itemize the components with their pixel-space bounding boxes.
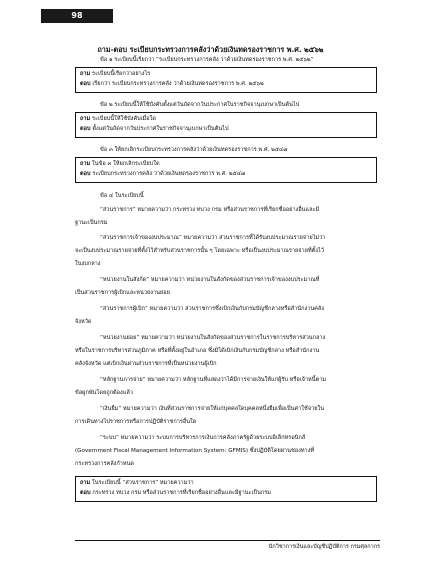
definition-4-line-1: “ส่วนราชการผู้เบิก” หมายความว่า ส่วนราชการซึ่งเบิกเงินกับกรมบัญชีกลางหรือสำนักงานคลัง <box>100 306 325 312</box>
clause-4: ข้อ ๔ ในระเบียบนี้ <box>100 193 144 199</box>
definition-2-line-2: จะเป็นงบประมาณรายจ่ายที่ตั้งไว้สำหรับส่วนราชการนั้น ๆ โดยเฉพาะ หรือเป็นงบประมาณรายจ่ายที่ตั้งไว้ <box>75 248 324 254</box>
definition-5-line-1: “หน่วยงานย่อย” หมายความว่า หน่วยงานในสังกัดของส่วนราชการในราชการบริหารส่วนกลาง <box>100 335 326 341</box>
definition-2-line-3: ในงบกลาง <box>75 261 101 267</box>
clause-1: ข้อ ๑ ระเบียบนี้เรียกว่า “ระเบียบกระทรวงการคลัง ว่าด้วยเงินทดรองราชการ พ.ศ. ๒๕๖๒” <box>100 57 314 63</box>
answer-label: ตอบ <box>80 81 91 87</box>
footer-text: นักวิชาการเงินและบัญชีปฏิบัติการ กรมศุลกากร <box>268 544 380 550</box>
answer-label: ตอบ <box>80 126 91 132</box>
definition-2-line-1: “ส่วนราชการเจ้าของงบประมาณ” หมายความว่า ส่วนราชการที่ได้รับงบประมาณรายจ่ายไม่ว่า <box>100 235 326 241</box>
definition-6-line-1: “หลักฐานการจ่าย” หมายความว่า หลักฐานที่แสดงว่าได้มีการจ่ายเงินให้แก่ผู้รับ หรือเจ้าหนี้ตาม <box>100 377 327 383</box>
qa-box-2 <box>75 112 377 138</box>
question-label: ถาม <box>80 161 91 167</box>
definition-8-line-3: กระทรวงการคลังกำหนด <box>75 461 135 467</box>
definition-5-line-2: หรือในราชการบริหารส่วนภูมิภาค หรือที่ตั้งอยู่ในอำเภอ ซึ่งมิได้เบิกเงินกับกรมบัญชีกลาง หรือสำนักงาน <box>75 348 320 354</box>
definition-8-line-1: “ระบบ” หมายความว่า ระบบการบริหารการเงินการคลังภาครัฐด้วยระบบอิเล็กทรอนิกส์ <box>100 435 306 441</box>
question-text: ระเบียบนี้เรียกว่าอย่างไร <box>92 71 151 77</box>
answer-text: ตั้งแต่วันถัดจากวันประกาศในราชกิจจานุเบกษาเป็นต้นไป <box>92 126 229 132</box>
definition-7-line-1: “เงินยืม” หมายความว่า เงินที่ส่วนราชการจ่ายให้แก่บุคคลใดบุคคลหนึ่งยืมเพื่อเป็นค่าใช้จ่ายใน <box>100 406 325 412</box>
question-text: ระเบียบนี้ให้ใช้บังคับเมื่อใด <box>92 116 156 122</box>
answer-text: เรียกว่า ระเบียบกระทรวงการคลัง ว่าด้วยเงินทดรองราชการ พ.ศ. ๒๕๖๒ <box>92 81 264 87</box>
page-number: 98 <box>41 9 113 23</box>
page-title: ถาม-ตอบ ระเบียบกระทรวงการคลังว่าด้วยเงินทดรองราชการ พ.ศ. ๒๕๖๒ <box>97 45 324 54</box>
question-label: ถาม <box>80 480 91 486</box>
qa-box-1 <box>75 67 377 93</box>
answer-text: ระเบียบกระทรวงการคลัง ว่าด้วยเงินทดรองราชการ พ.ศ. ๒๕๔๗ <box>92 171 246 177</box>
qa-box-3 <box>75 157 377 183</box>
definition-1-line-2: ฐานะเป็นกรม <box>75 220 108 226</box>
qa-box-4 <box>75 476 377 502</box>
definition-3-line-1: “หน่วยงานในสังกัด” หมายความว่า หน่วยงานในสังกัดของส่วนราชการเจ้าของงบประมาณที่ <box>100 277 320 283</box>
footer-rule <box>75 540 380 541</box>
definition-7-line-2: การเดินทางไปราชการหรือการปฏิบัติราชการอื่นใด <box>75 419 197 425</box>
question-label: ถาม <box>80 71 91 77</box>
definition-3-line-2: เป็นส่วนราชการผู้เบิกและหน่วยงานย่อย <box>75 290 170 296</box>
definition-4-line-2: จังหวัด <box>75 319 92 325</box>
definition-5-line-3: คลังจังหวัด แต่เบิกเงินผ่านส่วนราชการที่เป็นหน่วยงานผู้เบิก <box>75 361 217 367</box>
answer-text: กระทรวง ทบวง กรม หรือส่วนราชการที่เรียกชื่ออย่างอื่นและมีฐานะเป็นกรม <box>92 490 271 496</box>
definition-8-line-2: (Government Fiscal Management Information System: GFMIS) ซึ่งปฏิบัติโดยผ่านช่องทางที่ <box>75 448 315 454</box>
answer-label: ตอบ <box>80 490 91 496</box>
question-text: ในข้อ ๓ ให้ยกเลิกระเบียบใด <box>92 161 160 167</box>
answer-label: ตอบ <box>80 171 91 177</box>
clause-2: ข้อ ๒ ระเบียบนี้ให้ใช้บังคับตั้งแต่วันถัดจากวันประกาศในราชกิจจานุเบกษาเป็นต้นไป <box>100 102 300 108</box>
question-label: ถาม <box>80 116 91 122</box>
definition-6-line-2: ข้อผูกพันโดยถูกต้องแล้ว <box>75 390 133 396</box>
definition-1-line-1: “ส่วนราชการ” หมายความว่า กระทรวง ทบวง กรม หรือส่วนราชการที่เรียกชื่ออย่างอื่นและมี <box>100 207 320 213</box>
question-text: ในระเบียบนี้ “ส่วนราชการ” หมายความว่า <box>92 480 194 486</box>
clause-3: ข้อ ๓ ให้ยกเลิกระเบียบกระทรวงการคลังว่าด้วยเงินทดรองราชการ พ.ศ. ๒๕๔๗ <box>100 147 288 153</box>
